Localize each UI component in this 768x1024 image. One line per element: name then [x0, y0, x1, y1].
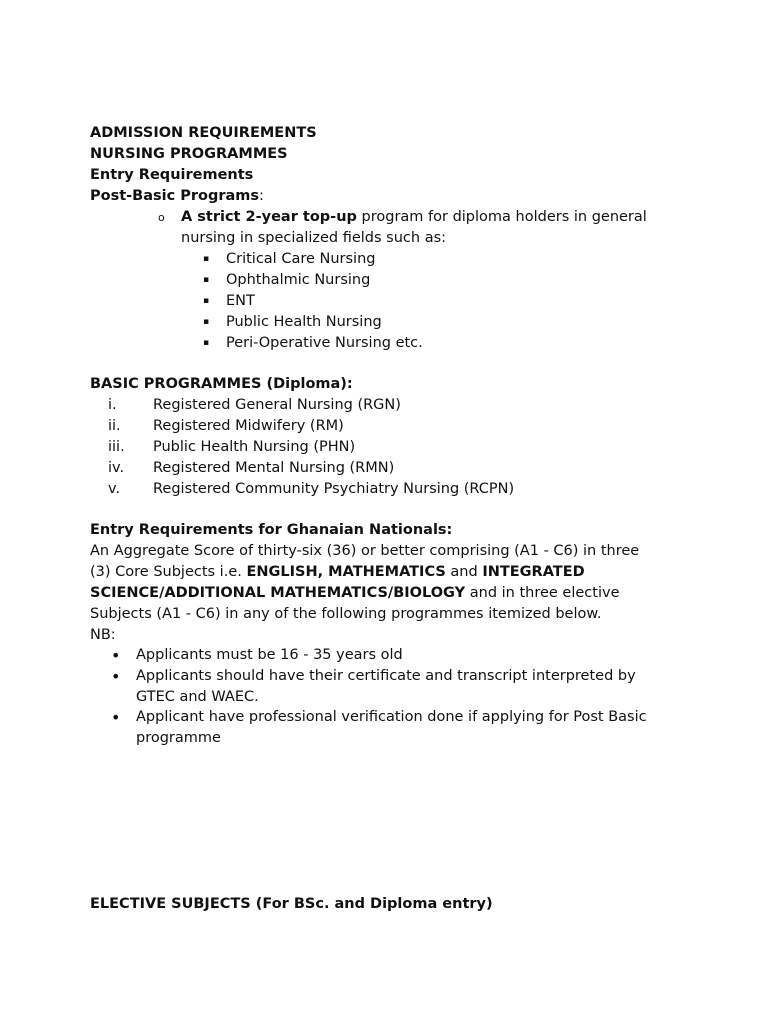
- heading-nursing-programmes: NURSING PROGRAMMES: [90, 146, 288, 162]
- field-item: Ophthalmic Nursing: [226, 272, 371, 288]
- heading-entry-requirements: Entry Requirements: [90, 167, 254, 183]
- nb-item: Applicants should have their certificate and transcript interpreted by: [136, 668, 636, 684]
- list-numeral: iv.: [108, 460, 125, 476]
- heading-basic-programmes: BASIC PROGRAMMES (Diploma):: [90, 376, 353, 392]
- heading-elective-subjects: ELECTIVE SUBJECTS (For BSc. and Diploma entry): [90, 896, 493, 912]
- basic-programme-item: Registered Midwifery (RM): [153, 418, 344, 434]
- nb-item-continuation: programme: [136, 730, 221, 746]
- basic-programme-item: Registered General Nursing (RGN): [153, 397, 401, 413]
- dot-bullet: •: [111, 646, 121, 665]
- topup-line-2: nursing in specialized fields such as:: [181, 230, 447, 246]
- field-item: Peri-Operative Nursing etc.: [226, 335, 423, 351]
- basic-programme-item: Public Health Nursing (PHN): [153, 439, 356, 455]
- square-bullet: ▪: [203, 338, 210, 348]
- aggregate-line-1: An Aggregate Score of thirty-six (36) or better comprising (A1 - C6) in three: [90, 543, 640, 559]
- aggregate-line-2: (3) Core Subjects i.e. ENGLISH, MATHEMATICS and INTEGRATED: [90, 564, 585, 580]
- circle-bullet: o: [158, 211, 165, 224]
- topup-line-1: A strict 2-year top-up program for diploma holders in general: [181, 209, 647, 225]
- square-bullet: ▪: [203, 254, 210, 264]
- basic-programme-item: Registered Community Psychiatry Nursing (RCPN): [153, 481, 515, 497]
- nb-item: Applicant have professional verification done if applying for Post Basic: [136, 709, 647, 725]
- square-bullet: ▪: [203, 275, 210, 285]
- heading-ghanaian-nationals: Entry Requirements for Ghanaian Nationals:: [90, 522, 453, 538]
- list-numeral: i.: [108, 397, 117, 413]
- dot-bullet: •: [111, 667, 121, 686]
- field-item: Public Health Nursing: [226, 314, 382, 330]
- heading-admission-requirements: ADMISSION REQUIREMENTS: [90, 125, 317, 141]
- list-numeral: ii.: [108, 418, 121, 434]
- square-bullet: ▪: [203, 296, 210, 306]
- dot-bullet: •: [111, 708, 121, 727]
- heading-post-basic-programs: Post-Basic Programs:: [90, 188, 264, 204]
- nb-label: NB:: [90, 627, 116, 643]
- aggregate-line-4: Subjects (A1 - C6) in any of the following programmes itemized below.: [90, 606, 602, 622]
- field-item: Critical Care Nursing: [226, 251, 376, 267]
- nb-item: Applicants must be 16 - 35 years old: [136, 647, 403, 663]
- aggregate-line-3: SCIENCE/ADDITIONAL MATHEMATICS/BIOLOGY and in three elective: [90, 585, 620, 601]
- basic-programme-item: Registered Mental Nursing (RMN): [153, 460, 395, 476]
- square-bullet: ▪: [203, 317, 210, 327]
- list-numeral: v.: [108, 481, 121, 497]
- field-item: ENT: [226, 293, 255, 309]
- nb-item-continuation: GTEC and WAEC.: [136, 689, 259, 705]
- list-numeral: iii.: [108, 439, 125, 455]
